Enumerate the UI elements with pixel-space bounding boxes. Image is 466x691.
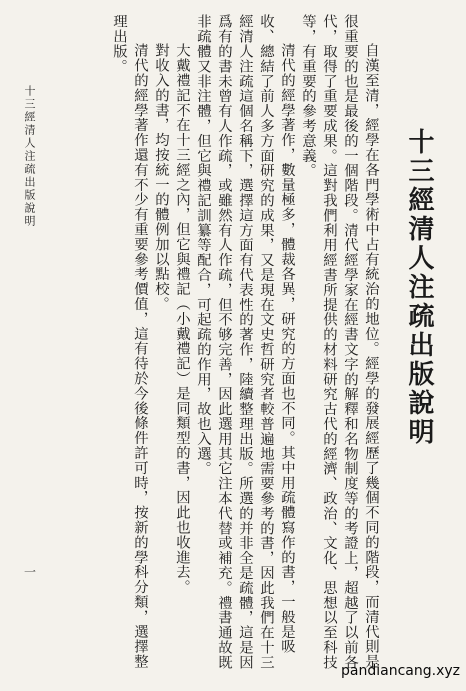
body-text bbox=[51, 14, 381, 676]
paragraph-2: 清代的經學著作，數量極多，體裁各異，研究的方面也不同。其中用疏體寫作的書，一般是吸收、總結了前人多方面研究的成果，又是現在文史哲研究者較普遍地需要參考的書，因此我們在十三經清人注疏這個名稱下，選擇這方面有代表性的著作，陸續整理出版。所選的并非全是疏體，這是因爲有的書未曾有人作疏，或雖然有人作疏，但不够完善，因此選用其它注本代替或補充。禮書通故既非疏體又非注體，但它與禮記訓纂等配合，可起疏的作用，故也入選。 bbox=[195, 14, 295, 670]
paragraph-1: 自漢至清，經學在各門學術中占有統治的地位。經學的發展經歷了幾個不同的階段，而清代則是很重要的也是最後的一個階段。清代經學家在經書文字的解釋和名物制度等的考證上，超越了以前各代，取得了重要成果。這對我們利用經書所提供的材料研究古代的經濟、政治、文化、思想以至科技等，有重要的參考意義。 bbox=[300, 14, 379, 670]
page-title: 十三經清人注疏出版說明 bbox=[404, 128, 434, 447]
paragraph-5: 清代的經學著作還有不少有重要參考價值，這有待於今後條件許可時，按新的學科分類，選擇整理出版。 bbox=[111, 14, 148, 669]
paragraph-3: 大戴禮記不在十三經之內，但它與禮記（小戴禮記）是同類型的書，因此也收進去。 bbox=[174, 42, 190, 595]
paragraph-4: 對收入的書，均按統一的體例加以點校。 bbox=[153, 42, 169, 311]
site-watermark: pandiancang.xyz bbox=[341, 663, 460, 679]
running-head: 十三經清人注疏出版說明 bbox=[23, 85, 36, 228]
page-number: 一 bbox=[24, 565, 37, 579]
